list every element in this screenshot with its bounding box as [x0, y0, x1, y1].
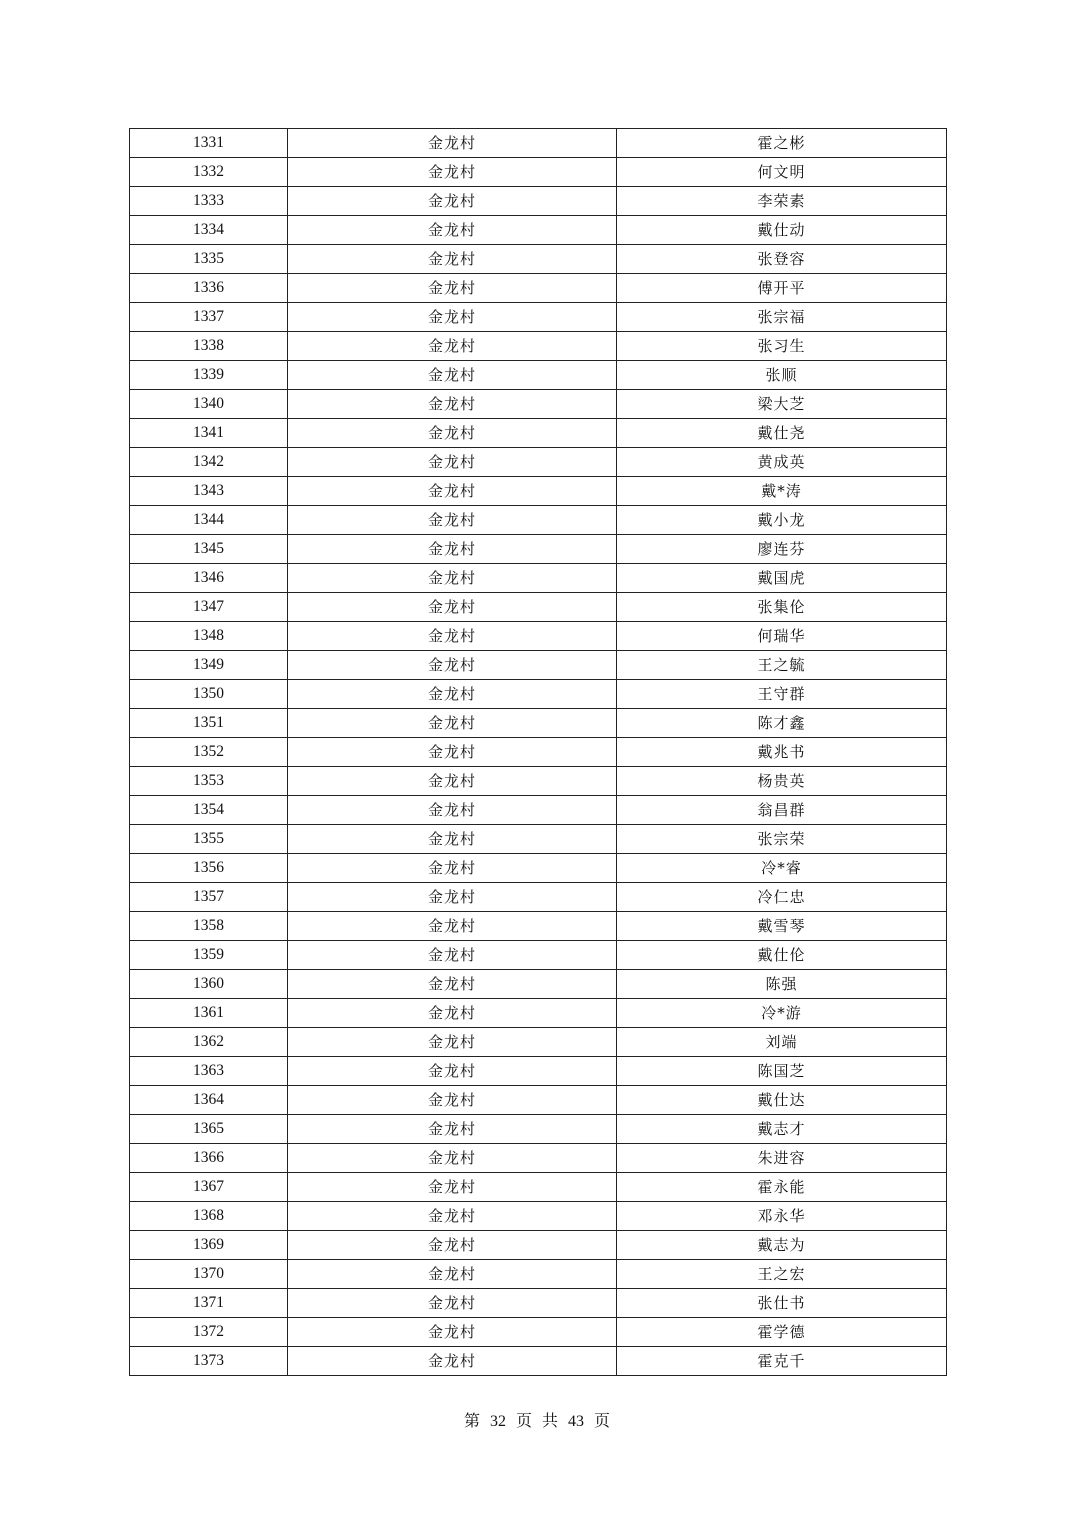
table-row: [130, 477, 947, 506]
village-cell: 金龙村: [288, 883, 617, 912]
name-cell: 陈国芝: [617, 1057, 947, 1086]
row-number-cell: 1355: [130, 825, 288, 854]
table-row: [130, 854, 947, 883]
table-row: [130, 216, 947, 245]
row-number-cell: 1348: [130, 622, 288, 651]
village-cell: 金龙村: [288, 1115, 617, 1144]
row-number-cell: 1372: [130, 1318, 288, 1347]
row-number-cell: 1367: [130, 1173, 288, 1202]
table-row: [130, 825, 947, 854]
footer-page-word: 页: [515, 1411, 532, 1430]
village-cell: 金龙村: [288, 767, 617, 796]
name-cell: 戴志才: [617, 1115, 947, 1144]
name-cell: 王守群: [617, 680, 947, 709]
row-number-cell: 1361: [130, 999, 288, 1028]
row-number-cell: 1363: [130, 1057, 288, 1086]
name-cell: 梁大芝: [617, 390, 947, 419]
table-row: [130, 796, 947, 825]
table-row: [130, 390, 947, 419]
table-row: [130, 1260, 947, 1289]
row-number-cell: 1334: [130, 216, 288, 245]
roster-table-body: [130, 129, 947, 1376]
row-number-cell: 1347: [130, 593, 288, 622]
village-cell: 金龙村: [288, 970, 617, 999]
name-cell: 霍永能: [617, 1173, 947, 1202]
footer-total-pages: 43: [568, 1413, 585, 1430]
name-cell: 翁昌群: [617, 796, 947, 825]
table-row: [130, 680, 947, 709]
row-number-cell: 1336: [130, 274, 288, 303]
row-number-cell: 1362: [130, 1028, 288, 1057]
row-number-cell: 1368: [130, 1202, 288, 1231]
table-row: [130, 535, 947, 564]
name-cell: 李荣素: [617, 187, 947, 216]
table-row: [130, 564, 947, 593]
table-row: [130, 1318, 947, 1347]
name-cell: 王之宏: [617, 1260, 947, 1289]
row-number-cell: 1332: [130, 158, 288, 187]
table-row: [130, 622, 947, 651]
table-row: [130, 448, 947, 477]
name-cell: 廖连芬: [617, 535, 947, 564]
village-cell: 金龙村: [288, 651, 617, 680]
name-cell: 戴仕达: [617, 1086, 947, 1115]
row-number-cell: 1373: [130, 1347, 288, 1376]
table-row: [130, 274, 947, 303]
row-number-cell: 1351: [130, 709, 288, 738]
row-number-cell: 1356: [130, 854, 288, 883]
village-cell: 金龙村: [288, 361, 617, 390]
name-cell: 陈强: [617, 970, 947, 999]
table-row: [130, 506, 947, 535]
village-cell: 金龙村: [288, 448, 617, 477]
table-row: [130, 738, 947, 767]
village-cell: 金龙村: [288, 506, 617, 535]
row-number-cell: 1353: [130, 767, 288, 796]
table-row: [130, 1231, 947, 1260]
table-row: [130, 1144, 947, 1173]
footer-total-word: 共: [542, 1411, 559, 1430]
village-cell: 金龙村: [288, 1057, 617, 1086]
village-cell: 金龙村: [288, 390, 617, 419]
village-cell: 金龙村: [288, 1289, 617, 1318]
row-number-cell: 1343: [130, 477, 288, 506]
village-cell: 金龙村: [288, 332, 617, 361]
name-cell: 戴兆书: [617, 738, 947, 767]
village-cell: 金龙村: [288, 535, 617, 564]
table-row: [130, 419, 947, 448]
row-number-cell: 1366: [130, 1144, 288, 1173]
name-cell: 何瑞华: [617, 622, 947, 651]
row-number-cell: 1339: [130, 361, 288, 390]
table-row: [130, 1202, 947, 1231]
village-cell: 金龙村: [288, 1086, 617, 1115]
row-number-cell: 1342: [130, 448, 288, 477]
table-row: [130, 912, 947, 941]
name-cell: 张习生: [617, 332, 947, 361]
row-number-cell: 1369: [130, 1231, 288, 1260]
row-number-cell: 1357: [130, 883, 288, 912]
footer-prefix: 第: [463, 1411, 480, 1430]
village-cell: 金龙村: [288, 622, 617, 651]
name-cell: 张宗福: [617, 303, 947, 332]
table-row: [130, 245, 947, 274]
name-cell: 邓永华: [617, 1202, 947, 1231]
name-cell: 戴仕伦: [617, 941, 947, 970]
name-cell: 张登容: [617, 245, 947, 274]
name-cell: 戴仕动: [617, 216, 947, 245]
row-number-cell: 1331: [130, 129, 288, 158]
name-cell: 戴小龙: [617, 506, 947, 535]
table-row: [130, 187, 947, 216]
name-cell: 戴仕尧: [617, 419, 947, 448]
table-row: [130, 941, 947, 970]
village-cell: 金龙村: [288, 1202, 617, 1231]
row-number-cell: 1346: [130, 564, 288, 593]
village-cell: 金龙村: [288, 709, 617, 738]
name-cell: 戴雪琴: [617, 912, 947, 941]
row-number-cell: 1350: [130, 680, 288, 709]
table-row: [130, 1347, 947, 1376]
table-row: [130, 999, 947, 1028]
table-row: [130, 767, 947, 796]
row-number-cell: 1352: [130, 738, 288, 767]
page-footer: [0, 1410, 1074, 1433]
table-row: [130, 593, 947, 622]
village-cell: 金龙村: [288, 1347, 617, 1376]
name-cell: 戴*涛: [617, 477, 947, 506]
name-cell: 黄成英: [617, 448, 947, 477]
village-cell: 金龙村: [288, 477, 617, 506]
name-cell: 刘端: [617, 1028, 947, 1057]
village-cell: 金龙村: [288, 158, 617, 187]
row-number-cell: 1365: [130, 1115, 288, 1144]
table-row: [130, 1086, 947, 1115]
table-row: [130, 651, 947, 680]
village-cell: 金龙村: [288, 999, 617, 1028]
name-cell: 霍之彬: [617, 129, 947, 158]
name-cell: 戴国虎: [617, 564, 947, 593]
name-cell: 冷*游: [617, 999, 947, 1028]
footer-suffix: 页: [594, 1411, 611, 1430]
row-number-cell: 1370: [130, 1260, 288, 1289]
name-cell: 朱进容: [617, 1144, 947, 1173]
table-row: [130, 970, 947, 999]
row-number-cell: 1344: [130, 506, 288, 535]
village-cell: 金龙村: [288, 129, 617, 158]
village-cell: 金龙村: [288, 854, 617, 883]
footer-page-number: 32: [489, 1413, 506, 1430]
village-cell: 金龙村: [288, 1144, 617, 1173]
village-cell: 金龙村: [288, 216, 617, 245]
name-cell: 冷*睿: [617, 854, 947, 883]
row-number-cell: 1360: [130, 970, 288, 999]
table-row: [130, 303, 947, 332]
table-row: [130, 1028, 947, 1057]
village-cell: 金龙村: [288, 680, 617, 709]
table-row: [130, 129, 947, 158]
table-row: [130, 332, 947, 361]
table-row: [130, 1173, 947, 1202]
row-number-cell: 1371: [130, 1289, 288, 1318]
table-row: [130, 158, 947, 187]
name-cell: 张仕书: [617, 1289, 947, 1318]
village-cell: 金龙村: [288, 274, 617, 303]
table-row: [130, 709, 947, 738]
row-number-cell: 1340: [130, 390, 288, 419]
name-cell: 霍学德: [617, 1318, 947, 1347]
table-row: [130, 883, 947, 912]
name-cell: 何文明: [617, 158, 947, 187]
village-cell: 金龙村: [288, 1028, 617, 1057]
name-cell: 张集伦: [617, 593, 947, 622]
row-number-cell: 1359: [130, 941, 288, 970]
village-cell: 金龙村: [288, 738, 617, 767]
village-cell: 金龙村: [288, 564, 617, 593]
row-number-cell: 1333: [130, 187, 288, 216]
name-cell: 冷仁忠: [617, 883, 947, 912]
row-number-cell: 1349: [130, 651, 288, 680]
name-cell: 陈才鑫: [617, 709, 947, 738]
name-cell: 张宗荣: [617, 825, 947, 854]
village-cell: 金龙村: [288, 187, 617, 216]
row-number-cell: 1354: [130, 796, 288, 825]
village-cell: 金龙村: [288, 912, 617, 941]
row-number-cell: 1341: [130, 419, 288, 448]
name-cell: 张顺: [617, 361, 947, 390]
row-number-cell: 1364: [130, 1086, 288, 1115]
table-row: [130, 1289, 947, 1318]
row-number-cell: 1358: [130, 912, 288, 941]
village-cell: 金龙村: [288, 941, 617, 970]
village-cell: 金龙村: [288, 593, 617, 622]
name-cell: 傅开平: [617, 274, 947, 303]
village-cell: 金龙村: [288, 419, 617, 448]
name-cell: 霍克千: [617, 1347, 947, 1376]
row-number-cell: 1338: [130, 332, 288, 361]
row-number-cell: 1345: [130, 535, 288, 564]
village-cell: 金龙村: [288, 825, 617, 854]
table-row: [130, 1057, 947, 1086]
village-cell: 金龙村: [288, 1260, 617, 1289]
village-cell: 金龙村: [288, 1231, 617, 1260]
table-row: [130, 361, 947, 390]
row-number-cell: 1337: [130, 303, 288, 332]
village-cell: 金龙村: [288, 796, 617, 825]
village-cell: 金龙村: [288, 303, 617, 332]
village-cell: 金龙村: [288, 1318, 617, 1347]
table-row: [130, 1115, 947, 1144]
name-cell: 戴志为: [617, 1231, 947, 1260]
roster-table: [129, 128, 947, 1376]
village-cell: 金龙村: [288, 245, 617, 274]
name-cell: 杨贵英: [617, 767, 947, 796]
row-number-cell: 1335: [130, 245, 288, 274]
village-cell: 金龙村: [288, 1173, 617, 1202]
name-cell: 王之毓: [617, 651, 947, 680]
